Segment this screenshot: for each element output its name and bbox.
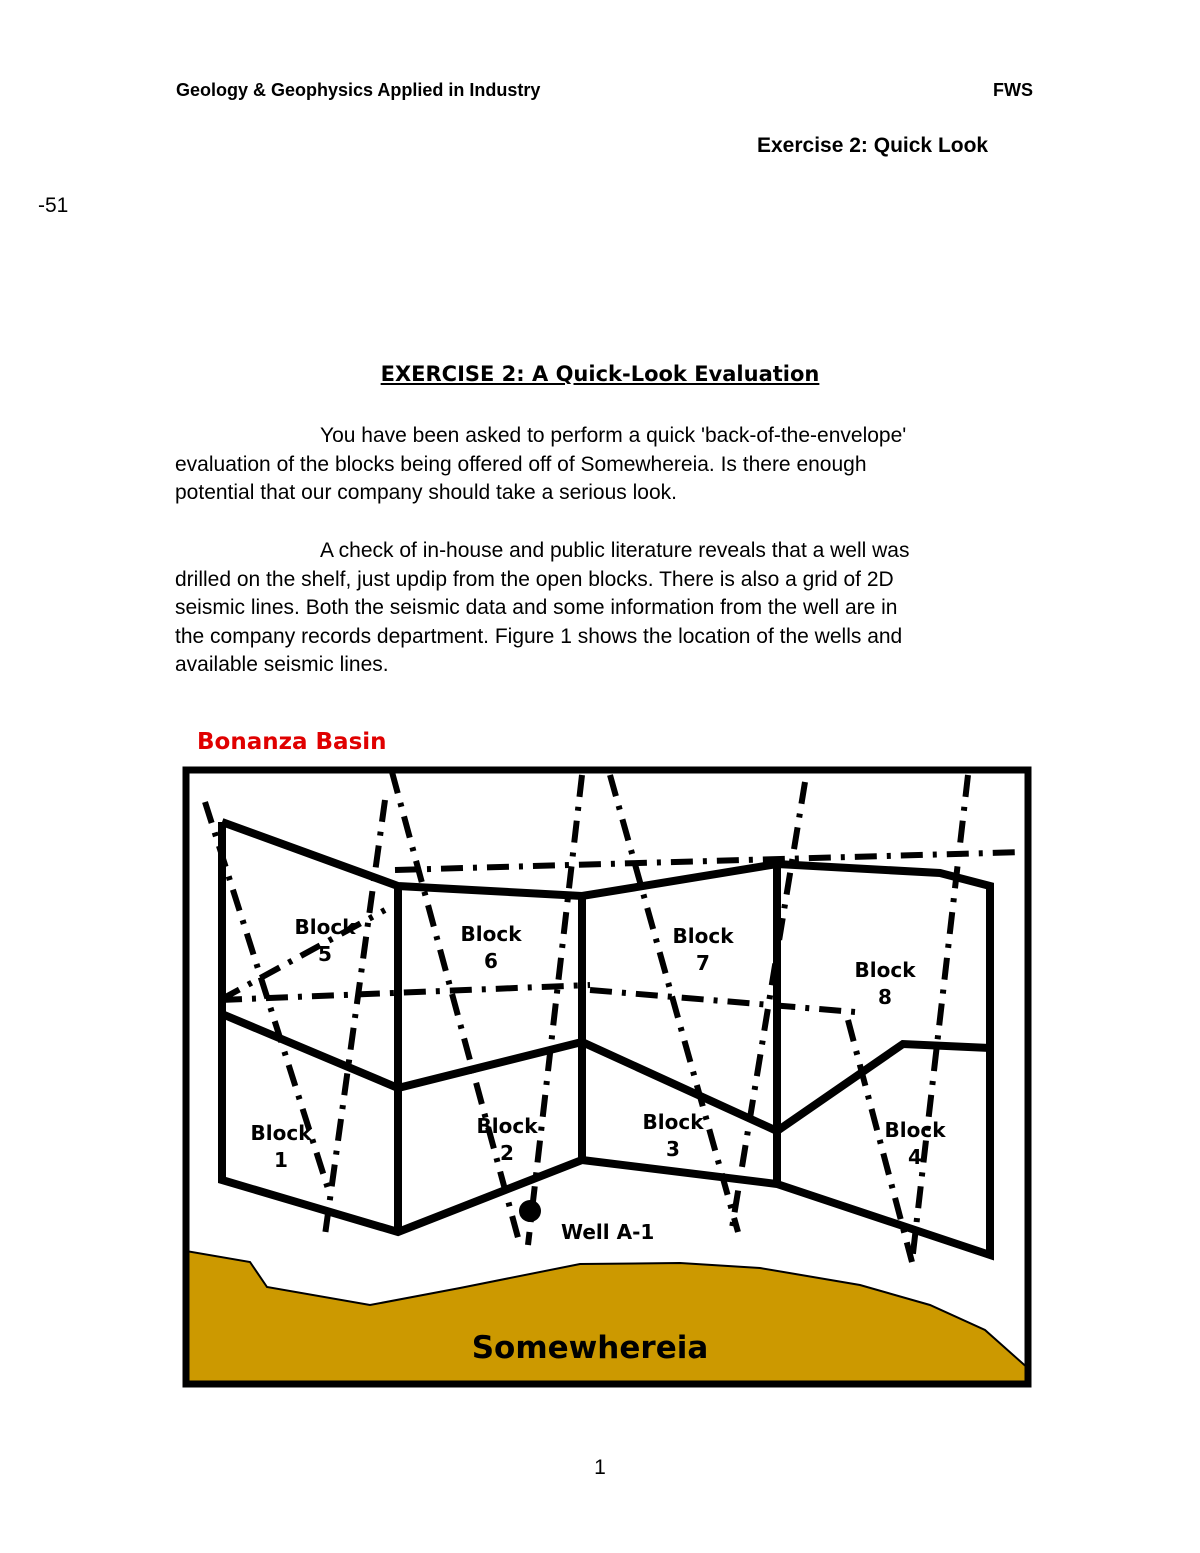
exercise-subtitle: Exercise 2: Quick Look	[757, 134, 989, 157]
block-4-word: Block	[884, 1118, 946, 1142]
paragraph-line: drilled on the shelf, just updip from the open blocks. There is also a grid of 2D	[175, 567, 894, 591]
block-8-word: Block	[854, 958, 916, 982]
paragraph-line: A check of in-house and public literature reveals that a well was	[320, 539, 910, 562]
block-6-number: 6	[484, 949, 498, 973]
block-2-word: Block	[476, 1114, 538, 1138]
paragraph-line: evaluation of the blocks being offered off of Somewhereia. Is there enough	[175, 452, 867, 476]
seismic-line	[392, 772, 520, 1245]
block-6-word: Block	[460, 922, 522, 946]
paragraph-line: You have been asked to perform a quick 'back-of-the-envelope'	[320, 424, 907, 447]
seismic-lines	[205, 772, 1025, 1262]
seismic-line	[395, 852, 1025, 870]
paragraph-line: available seismic lines.	[175, 653, 389, 676]
block-1-number: 1	[274, 1148, 288, 1172]
block-2-number: 2	[500, 1141, 514, 1165]
land-label: Somewhereia	[471, 1330, 709, 1366]
land-area	[180, 1250, 1030, 1390]
well-label: Well A-1	[561, 1220, 655, 1244]
block-7-number: 7	[696, 951, 710, 975]
main-heading: EXERCISE 2: A Quick-Look Evaluation	[380, 362, 820, 386]
paragraph-line: seismic lines. Both the seismic data and some information from the well are in	[175, 596, 898, 619]
header-right-initials: FWS	[993, 80, 1033, 100]
block-4-number: 4	[908, 1145, 922, 1169]
block-5-number: 5	[318, 942, 332, 966]
well-icon	[519, 1200, 541, 1222]
map-title: Bonanza Basin	[197, 729, 387, 755]
paragraph-line: the company records department. Figure 1 shows the location of the wells and	[175, 624, 903, 648]
block-boundary	[222, 822, 990, 1255]
seismic-line	[590, 990, 855, 1012]
header-left-title: Geology & Geophysics Applied in Industry	[176, 80, 541, 100]
block-3-number: 3	[666, 1137, 680, 1161]
block-7-word: Block	[672, 924, 734, 948]
page-code: -51	[38, 194, 69, 217]
block-boundaries	[222, 822, 990, 1255]
block-1-word: Block	[250, 1121, 312, 1145]
page-number: 1	[594, 1456, 606, 1479]
paragraph-line: potential that our company should take a serious look.	[175, 481, 677, 504]
block-8-number: 8	[878, 985, 892, 1009]
block-5-word: Block	[294, 915, 356, 939]
block-3-word: Block	[642, 1110, 704, 1134]
seismic-line	[220, 985, 590, 1000]
seismic-line	[912, 775, 968, 1262]
